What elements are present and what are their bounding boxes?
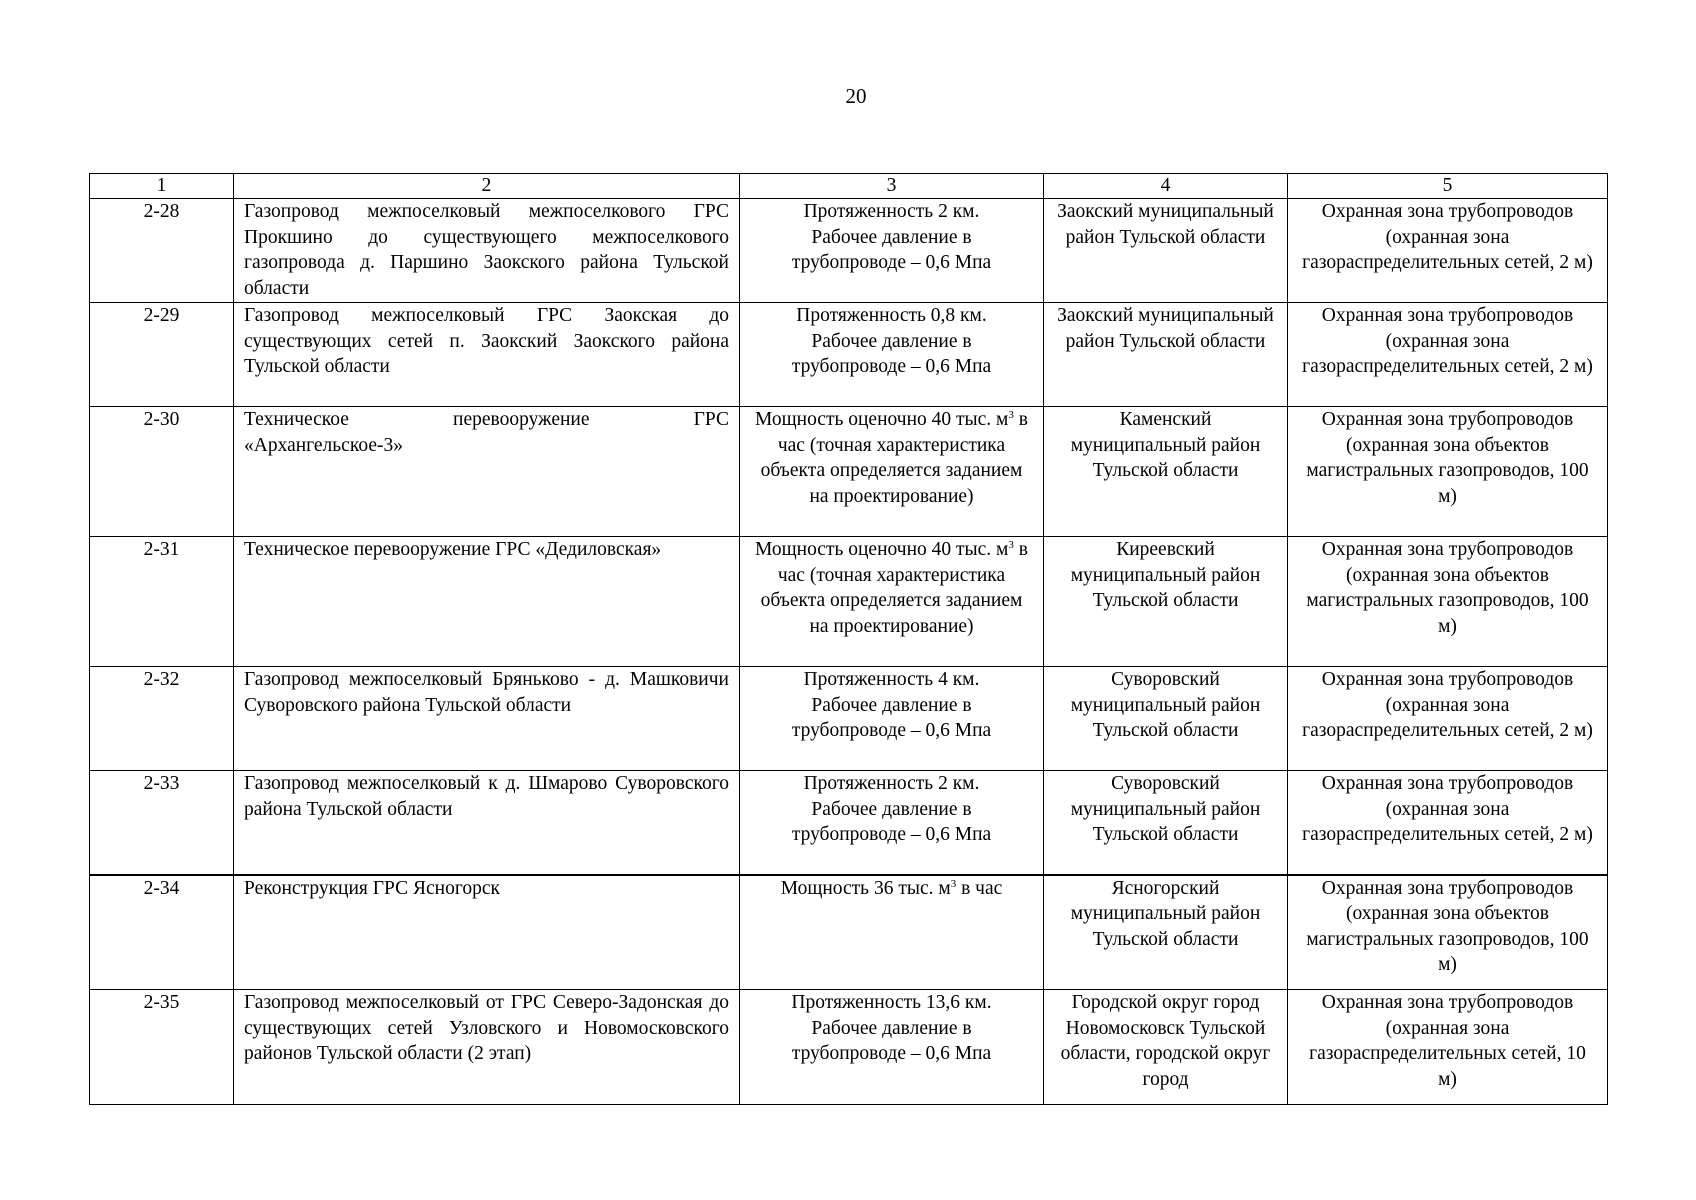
char-text: Мощность 36 тыс. м bbox=[780, 877, 951, 899]
char-length: Протяженность 0,8 км. bbox=[796, 305, 987, 326]
objects-table bbox=[89, 173, 1608, 1105]
char-text-cont: в час bbox=[956, 877, 1003, 899]
object-zone: Охранная зона трубопроводов (охранная зона газораспределительных сетей, 2 м) bbox=[1288, 667, 1608, 771]
table-row bbox=[90, 771, 1608, 875]
header-col-4: 4 bbox=[1044, 174, 1288, 199]
object-location: Суворовский муниципальный район Тульской области bbox=[1044, 667, 1288, 771]
object-name: Газопровод межпоселковый ГРС Заокская до существующих сетей п. Заокский Заокского района Тульской области bbox=[234, 303, 740, 407]
char-superscript: 3 bbox=[1008, 409, 1014, 421]
object-zone: Охранная зона трубопроводов (охранная зона объектов магистральных газопроводов, 100 м) bbox=[1288, 875, 1608, 990]
object-name: Газопровод межпоселковый от ГРС Северо-Задонская до существующих сетей Узловского и Новомосковского районов Тульской области (2 этап) bbox=[234, 990, 740, 1105]
object-name: Газопровод межпоселковый Бряньково - д. Машковичи Суворовского района Тульской области bbox=[234, 667, 740, 771]
row-number: 2-32 bbox=[90, 667, 234, 771]
header-col-2: 2 bbox=[234, 174, 740, 199]
char-pressure-value: трубопроводе – 0,6 Мпа bbox=[791, 824, 992, 845]
object-characteristics bbox=[740, 667, 1044, 771]
char-text-cont: в час (точная характеристика объекта определяется заданием на проектирование) bbox=[760, 409, 1028, 507]
row-number: 2-29 bbox=[90, 303, 234, 407]
char-pressure-label: Рабочее давление в bbox=[811, 1017, 972, 1039]
page-number: 20 bbox=[845, 84, 867, 108]
char-pressure-label: Рабочее давление в bbox=[811, 694, 972, 716]
object-characteristics bbox=[740, 407, 1044, 537]
object-zone: Охранная зона трубопроводов (охранная зона газораспределительных сетей, 2 м) bbox=[1288, 303, 1608, 407]
object-name: Техническое перевооружение ГРС «Дедиловская» bbox=[234, 537, 740, 667]
table-row bbox=[90, 990, 1608, 1105]
char-superscript: 3 bbox=[1008, 539, 1014, 551]
object-name: Газопровод межпоселковый межпоселкового ГРС Прокшино до существующего межпоселкового газопровода д. Паршино Заокского района Тульской области bbox=[234, 199, 740, 303]
object-characteristics bbox=[740, 990, 1044, 1105]
char-pressure-value: трубопроводе – 0,6 Мпа bbox=[791, 356, 992, 377]
table-row bbox=[90, 537, 1608, 667]
char-pressure-label: Рабочее давление в bbox=[811, 798, 972, 820]
object-zone: Охранная зона трубопроводов (охранная зона газораспределительных сетей, 2 м) bbox=[1288, 771, 1608, 875]
row-number: 2-33 bbox=[90, 771, 234, 875]
object-name: Реконструкция ГРС Ясногорск bbox=[234, 875, 740, 990]
char-length: Протяженность 2 км. bbox=[803, 201, 980, 222]
row-number: 2-30 bbox=[90, 407, 234, 537]
object-characteristics bbox=[740, 875, 1044, 990]
char-pressure-label: Рабочее давление в bbox=[811, 330, 972, 352]
object-zone: Охранная зона трубопроводов (охранная зона объектов магистральных газопроводов, 100 м) bbox=[1288, 537, 1608, 667]
row-number: 2-35 bbox=[90, 990, 234, 1105]
object-name-line-2: «Архангельское-3» bbox=[244, 434, 403, 456]
object-zone: Охранная зона трубопроводов (охранная зона газораспределительных сетей, 10 м) bbox=[1288, 990, 1608, 1105]
row-number: 2-31 bbox=[90, 537, 234, 667]
char-superscript: 3 bbox=[950, 877, 957, 890]
object-location: Заокский муниципальный район Тульской области bbox=[1044, 303, 1288, 407]
char-text: Мощность оценочно 40 тыс. м bbox=[755, 409, 1009, 430]
char-pressure-value: трубопроводе – 0,6 Мпа bbox=[791, 1043, 992, 1064]
object-location: Заокский муниципальный район Тульской области bbox=[1044, 199, 1288, 303]
char-length: Протяженность 4 км. bbox=[803, 669, 980, 690]
header-col-3: 3 bbox=[740, 174, 1044, 199]
char-text-cont: в час (точная характеристика объекта определяется заданием на проектирование) bbox=[760, 539, 1028, 637]
header-col-1: 1 bbox=[90, 174, 234, 199]
row-number: 2-28 bbox=[90, 199, 234, 303]
object-location: Городской округ город Новомосковск Тульской области, городской округ город bbox=[1044, 990, 1288, 1105]
char-pressure-label: Рабочее давление в bbox=[811, 226, 972, 248]
char-length: Протяженность 13,6 км. bbox=[791, 992, 992, 1013]
header-col-5: 5 bbox=[1288, 174, 1608, 199]
table-row bbox=[90, 199, 1608, 303]
row-number: 2-34 bbox=[90, 875, 234, 990]
char-pressure-value: трубопроводе – 0,6 Мпа bbox=[791, 720, 992, 741]
char-text: Мощность оценочно 40 тыс. м bbox=[755, 539, 1009, 560]
object-characteristics bbox=[740, 303, 1044, 407]
object-location: Суворовский муниципальный район Тульской области bbox=[1044, 771, 1288, 875]
object-name: Газопровод межпоселковый к д. Шмарово Суворовского района Тульской области bbox=[234, 771, 740, 875]
object-location: Ясногорский муниципальный район Тульской области bbox=[1044, 875, 1288, 990]
table-row bbox=[90, 407, 1608, 537]
table-row bbox=[90, 667, 1608, 771]
object-zone: Охранная зона трубопроводов (охранная зона газораспределительных сетей, 2 м) bbox=[1288, 199, 1608, 303]
header-row bbox=[90, 174, 1608, 199]
object-characteristics bbox=[740, 537, 1044, 667]
object-name bbox=[234, 407, 740, 537]
object-characteristics bbox=[740, 771, 1044, 875]
char-length: Протяженность 2 км. bbox=[803, 773, 980, 794]
object-location: Каменский муниципальный район Тульской области bbox=[1044, 407, 1288, 537]
object-characteristics bbox=[740, 199, 1044, 303]
table-row bbox=[90, 875, 1608, 990]
object-location: Киреевский муниципальный район Тульской области bbox=[1044, 537, 1288, 667]
table-row bbox=[90, 303, 1608, 407]
char-pressure-value: трубопроводе – 0,6 Мпа bbox=[791, 252, 992, 273]
object-name-line-1: Техническое перевооружение ГРС bbox=[244, 409, 729, 430]
object-zone: Охранная зона трубопроводов (охранная зона объектов магистральных газопроводов, 100 м) bbox=[1288, 407, 1608, 537]
